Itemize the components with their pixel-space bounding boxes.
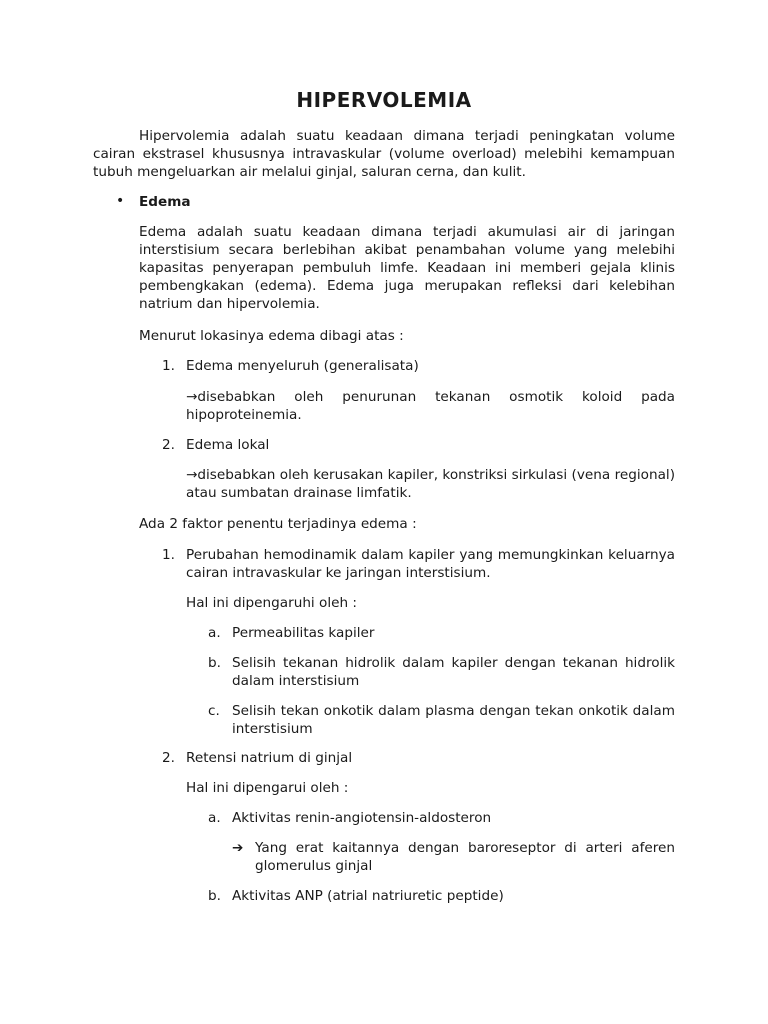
sub-intro: Hal ini dipengarui oleh : [186,780,349,796]
sub-item-text: Aktivitas renin-angiotensin-aldosteron [232,810,492,826]
sub-item-text: Selisih tekan onkotik dalam plasma dengan tekan onkotik dalam interstisium [232,703,675,737]
list-letter: b. [208,888,221,904]
sub-intro: Hal ini dipengaruhi oleh : [186,595,358,611]
location-intro: Menurut lokasinya edema dibagi atas : [139,328,404,344]
list-number: 1. [162,358,175,374]
list-letter: a. [208,625,221,641]
list-item-note [186,466,675,502]
bullet-marker: • [116,193,125,209]
list-number: 1. [162,547,175,563]
list-item-label: Retensi natrium di ginjal [186,750,353,766]
list-number: 2. [162,437,175,453]
sub-item-text: Selisih tekanan hidrolik dalam kapiler dengan tekanan hidrolik dalam interstisium [232,655,675,689]
intro-paragraph: Hipervolemia adalah suatu keadaan dimana terjadi peningkatan volume cairan ekstrasel khususnya intravaskular (volume overload) melebihi kemampuan tubuh mengeluarkan air melalui ginjal, saluran cerna, dan kulit. [93,128,675,180]
factors-intro: Ada 2 faktor penentu terjadinya edema : [139,516,417,532]
list-number: 2. [162,750,175,766]
list-letter: c. [208,703,220,719]
sub-item-text: Aktivitas ANP (atrial natriuretic peptide) [232,888,504,904]
note-text: disebabkan oleh penurunan tekanan osmotik koloid pada hipoproteinemia. [186,389,675,423]
note-text: disebabkan oleh kerusakan kapiler, konstriksi sirkulasi (vena regional) atau sumbatan drainase limfatik. [186,467,675,501]
sub-item-note: Yang erat kaitannya dengan baroreseptor di arteri aferen glomerulus ginjal [255,840,675,874]
arrow-right-icon: → [186,467,198,483]
sub-item-text: Permeabilitas kapiler [232,625,375,641]
edema-definition: Edema adalah suatu keadaan dimana terjadi akumulasi air di jaringan interstisium secara berlebihan akibat penambahan volume yang melebihi kapasitas penyerapan pembuluh limfe. Keadaan ini memberi gejala klinis pembengkakan (edema). Edema juga merupakan refleksi dari kelebihan natrium dan hipervolemia. [139,224,675,312]
arrow-right-icon: → [186,389,198,405]
arrow-right-icon: ➔ [232,840,244,856]
list-letter: b. [208,655,221,671]
list-item-label: Edema lokal [186,437,270,453]
document-title: HIPERVOLEMIA [296,88,472,112]
list-letter: a. [208,810,221,826]
list-item-label: Perubahan hemodinamik dalam kapiler yang memungkinkan keluarnya cairan intravaskular ke jaringan interstisium. [186,547,675,581]
section-heading: Edema [139,194,191,210]
list-item-label: Edema menyeluruh (generalisata) [186,358,419,374]
list-item-note [186,388,675,424]
